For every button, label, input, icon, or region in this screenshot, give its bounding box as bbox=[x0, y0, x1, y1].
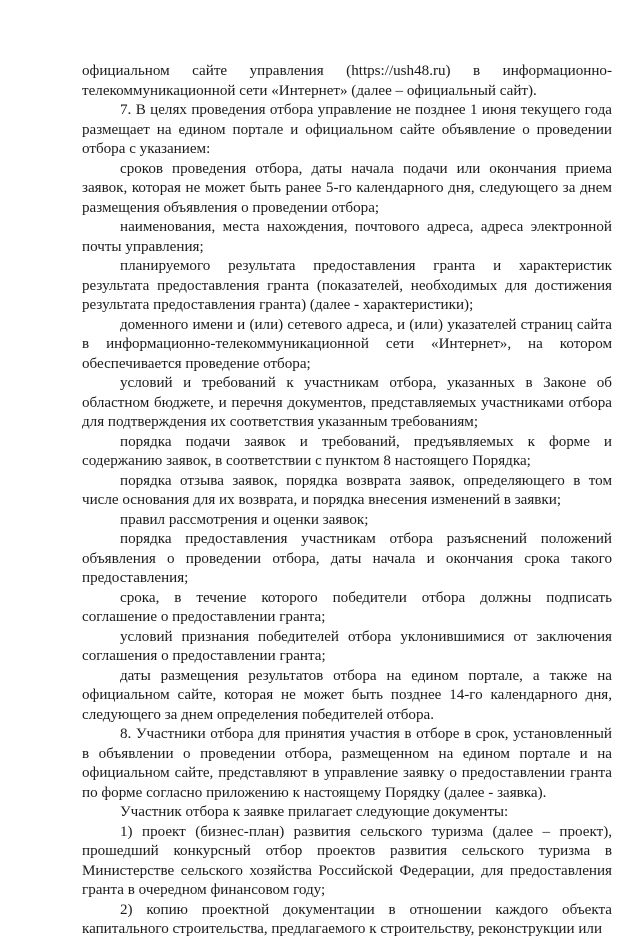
paragraph-15: 8. Участники отбора для принятия участия в отборе в срок, установленный в объявлении о проведении отбора, размещенном на едином портале и на официальном сайте, представляют в управление заявку о предоставлении гранта по форме согласно приложению к настоящему Порядку (далее - заявка). bbox=[82, 726, 612, 801]
paragraph-18: 2) копию проектной документации в отношении каждого объекта капитального строительства, предлагаемого к строительству, реконструкции или bbox=[82, 901, 612, 937]
paragraph-4: наименования, места нахождения, почтового адреса, адреса электронной почты управления; bbox=[82, 219, 612, 255]
paragraph-6: доменного имени и (или) сетевого адреса, и (или) указателей страниц сайта в информационно-телекоммуникационной сети «Интернет», на котором обеспечивается проведение отбора; bbox=[82, 316, 612, 372]
paragraph-17: 1) проект (бизнес-план) развития сельского туризма (далее – проект), прошедший конкурсный отбор проектов развития сельского туризма в Министерстве сельского хозяйства Российской Федерации, для предоставления гранта в очередном финансовом году; bbox=[82, 823, 612, 898]
paragraph-5: планируемого результата предоставления гранта и характеристик результата предоставления гранта (показателей, необходимых для достижения результата предоставления гранта) (далее - характеристики); bbox=[82, 258, 612, 313]
paragraph-16: Участник отбора к заявке прилагает следующие документы: bbox=[120, 804, 509, 820]
paragraph-2: 7. В целях проведения отбора управление не позднее 1 июня текущего года размещает на едином портале и официальном сайте объявление о проведении отбора с указанием: bbox=[82, 102, 612, 157]
paragraph-7: условий и требований к участникам отбора, указанных в Законе об областном бюджете, и перечня документов, представляемых участниками отбора для подтверждения их соответствия указанным требованиям; bbox=[82, 375, 612, 430]
paragraph-1: официальном сайте управления (https://ush48.ru) в информационно-телекоммуникационной сети «Интернет» (далее – официальный сайт). bbox=[82, 63, 612, 99]
paragraph-10: правил рассмотрения и оценки заявок; bbox=[120, 511, 369, 528]
paragraph-13: условий признания победителей отбора уклонившимися от заключения соглашения о предоставлении гранта; bbox=[82, 628, 612, 664]
paragraph-12: срока, в течение которого победители отбора должны подписать соглашение о предоставлении гранта; bbox=[82, 589, 612, 625]
paragraph-8: порядка подачи заявок и требований, предъявляемых к форме и содержанию заявок, в соответствии с пунктом 8 настоящего Порядка; bbox=[82, 433, 612, 469]
document-page bbox=[82, 62, 612, 940]
paragraph-14: даты размещения результатов отбора на едином портале, а также на официальном сайте, которая не может быть позднее 14-го календарного дня, следующего за днем определения победителей отбора. bbox=[82, 667, 612, 723]
paragraph-9: порядка отзыва заявок, порядка возврата заявок, определяющего в том числе основания для их возврата, и порядка внесения изменений в заявки; bbox=[82, 472, 612, 508]
paragraph-11: порядка предоставления участникам отбора разъяснений положений объявления о проведении отбора, даты начала и окончания срока такого предоставления; bbox=[82, 531, 612, 586]
paragraph-3: сроков проведения отбора, даты начала подачи или окончания приема заявок, которая не может быть ранее 5-го календарного дня, следующего за днем размещения объявления о проведении отбора; bbox=[82, 160, 612, 216]
